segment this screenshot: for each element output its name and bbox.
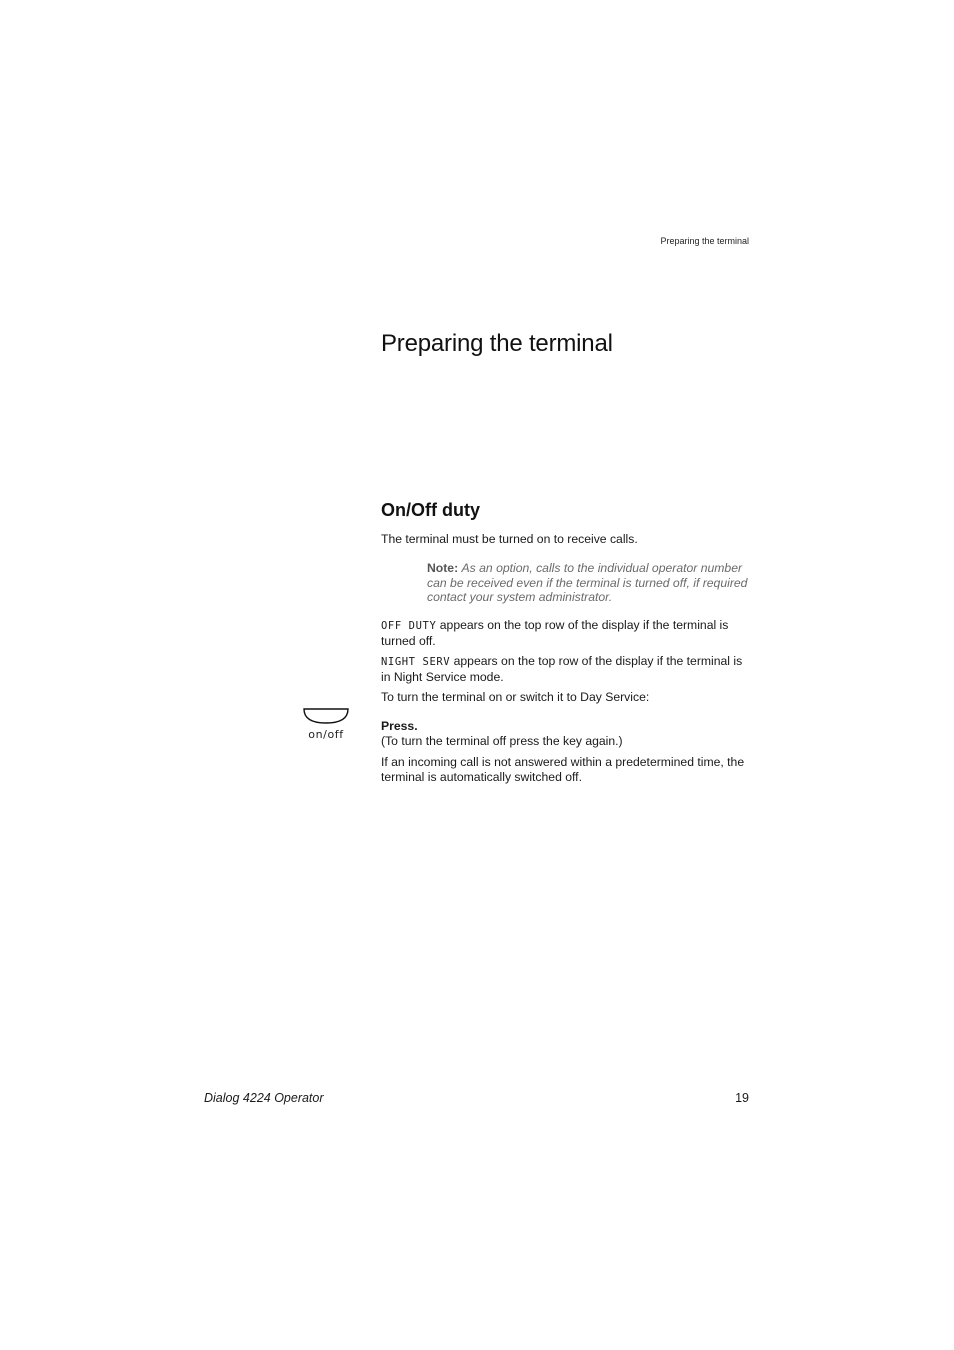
night-serv-description: appears on the top row of the display if the terminal is in Night Service mode. [381,654,743,684]
onoff-key-button[interactable] [301,706,351,746]
footer-product-name: Dialog 4224 Operator [204,1091,324,1105]
section-heading: On/Off duty [381,500,480,520]
note-text: As an option, calls to the individual operator number can be received even if the terminal is turned off, if required contact your system administrator. [427,561,748,604]
running-header: Preparing the terminal [660,236,749,246]
off-duty-paragraph [381,618,751,649]
note-block [427,561,752,605]
note-label: Note: [427,561,459,575]
incoming-call-paragraph: If an incoming call is not answered within a predetermined time, the terminal is automatically switched off. [381,755,745,784]
onoff-key-label: on/off [308,728,344,741]
turn-on-paragraph: To turn the terminal on or switch it to Day Service: [381,690,650,704]
night-serv-paragraph [381,654,751,685]
display-text-night-serv: NIGHT SERV [381,656,451,668]
off-duty-description: appears on the top row of the display if the terminal is turned off. [381,618,729,648]
press-hint: (To turn the terminal off press the key again.) [381,734,623,748]
intro-paragraph: The terminal must be turned on to receive calls. [381,532,638,546]
page-number: 19 [735,1091,749,1105]
press-label: Press. [381,719,418,733]
page-title: Preparing the terminal [381,330,613,357]
onoff-key-icon [301,706,351,728]
display-text-off-duty: OFF DUTY [381,620,437,632]
press-instruction [381,719,751,749]
